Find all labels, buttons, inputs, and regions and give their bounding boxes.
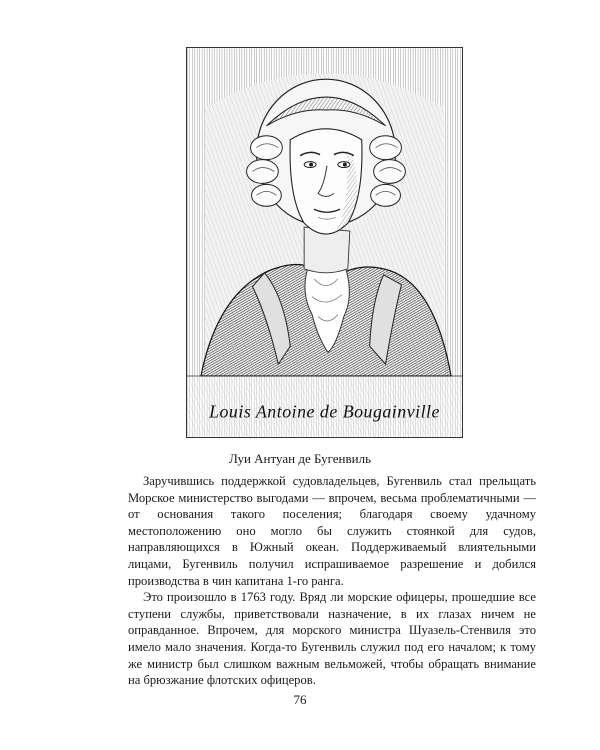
engraved-name: Louis Antoine de Bougainville <box>209 401 440 422</box>
page-number: 76 <box>293 692 307 707</box>
paragraph: Заручившись поддержкой судовладельцев, Бугенвиль стал прельщать Морское министерство выгодами — впрочем, весьма проблематичными — от основания такого поселения; благодаря своему удачному местоположению оно могло бы служить стоянкой для судов, направляющихся в Южный океан. Поддерживаемый влиятельными лицами, Бугенвиль получил испрашиваемое разрешение и добился производства в чин капитана 1-го ранга. <box>128 474 536 588</box>
body-text <box>128 473 536 689</box>
portrait-illustration <box>187 48 462 437</box>
paragraph: Это произошло в 1763 году. Вряд ли морские офицеры, прошедшие все ступени службы, приветствовали назначение, в их глазах ничем не оправданное. Впрочем, для морского министра Шуазель-Стенвиля это имело мало значения. Когда-то Бугенвиль служил под его началом; к тому же министр был слишком важным вельможей, чтобы обращать внимание на брюзжание флотских офицеров. <box>128 590 536 688</box>
portrait-engraving <box>186 47 463 438</box>
figure-caption: Луи Антуан де Бугенвиль <box>228 451 372 466</box>
